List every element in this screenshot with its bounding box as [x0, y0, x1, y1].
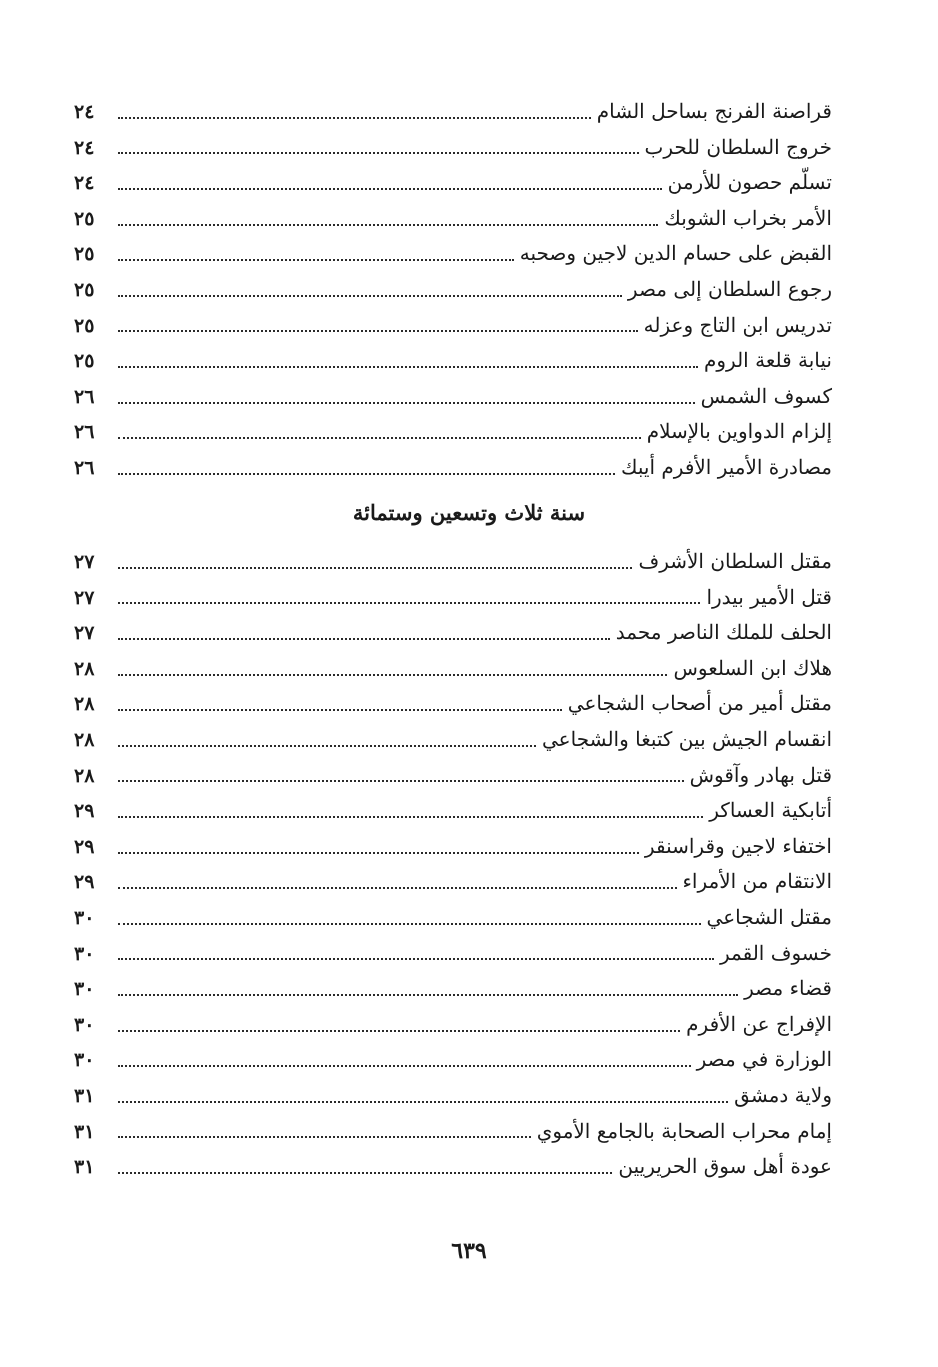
toc-entry-title: قضاء مصر — [744, 976, 832, 1001]
toc-entry-title: إلزام الدواوين بالإسلام — [646, 419, 832, 444]
toc-entry-title: كسوف الشمس — [700, 383, 832, 408]
toc-entry — [74, 793, 832, 829]
dot-leader — [118, 674, 667, 676]
toc-entry-page: ٢٩ — [74, 871, 95, 894]
toc-entry-title: القبض على حسام الدين لاجين وصحبه — [519, 241, 832, 266]
toc-entry-title: مصادرة الأمير الأفرم أيبك — [621, 454, 832, 479]
toc-entry-title: الوزارة في مصر — [696, 1047, 832, 1072]
toc-entry — [74, 201, 832, 237]
toc-entry — [74, 971, 832, 1007]
toc-entry-title: اختفاء لاجين وقراسنقر — [644, 833, 832, 858]
toc-entry-page: ٢٤ — [74, 101, 95, 123]
toc-entry-title: هلاك ابن السلعوس — [673, 655, 832, 680]
toc-entry-page: ٢٨ — [74, 657, 95, 680]
toc-entry — [74, 165, 832, 201]
toc-entry — [74, 900, 832, 936]
toc-entry-page: ٢٥ — [74, 350, 95, 373]
toc-entry-title: خسوف القمر — [720, 940, 832, 965]
toc-entry — [74, 722, 832, 758]
dot-leader — [118, 816, 703, 818]
toc-entry-title: الإفراج عن الأفرم — [686, 1011, 832, 1036]
dot-leader — [118, 1136, 531, 1138]
toc-entry-title: قراصنة الفرنج بساحل الشام — [596, 99, 832, 123]
toc-list-part-1 — [74, 94, 832, 486]
toc-entry-page: ٣٠ — [74, 942, 95, 965]
toc-entry — [74, 580, 832, 616]
toc-entry-page: ٢٥ — [74, 243, 95, 266]
toc-entry — [74, 343, 832, 379]
toc-entry-page: ٣٠ — [74, 906, 95, 929]
dot-leader — [118, 852, 639, 854]
toc-entry — [74, 651, 832, 687]
toc-entry — [74, 450, 832, 486]
dot-leader — [118, 437, 641, 439]
toc-entry — [74, 130, 832, 166]
dot-leader — [118, 473, 615, 475]
dot-leader — [118, 1172, 612, 1174]
section-heading: سنة ثلاث وتسعين وستمائة — [352, 500, 586, 525]
dot-leader — [118, 295, 622, 297]
toc-entry — [74, 1042, 832, 1078]
toc-entry-page: ٢٤ — [74, 172, 95, 195]
dot-leader — [118, 330, 638, 332]
toc-entry-page: ٢٩ — [74, 800, 95, 823]
toc-entry-title: انقسام الجيش بين كتبغا والشجاعي — [542, 726, 832, 751]
toc-entry-page: ٣٠ — [74, 1049, 95, 1072]
toc-entry-page: ٣١ — [74, 1120, 95, 1143]
toc-entry — [74, 544, 832, 580]
dot-leader — [118, 188, 662, 190]
toc-entry-page: ٣٠ — [74, 1013, 95, 1036]
toc-entry-title: قتل الأمير بيدرا — [706, 584, 832, 609]
toc-entry-page: ٢٦ — [74, 385, 95, 408]
toc-entry-page: ٢٧ — [74, 586, 95, 609]
dot-leader — [118, 1065, 691, 1067]
toc-entry-page: ٢٦ — [74, 456, 95, 479]
toc-entry-title: أتابكية العساكر — [709, 798, 832, 823]
toc-entry-title: الانتقام من الأمراء — [682, 869, 832, 894]
dot-leader — [118, 1030, 680, 1032]
toc-entry — [74, 414, 832, 450]
dot-leader — [118, 887, 677, 889]
toc-entry-page: ٣١ — [74, 1084, 95, 1107]
dot-leader — [118, 994, 738, 996]
toc-entry-page: ٣١ — [74, 1156, 95, 1179]
toc-entry-page: ٢٥ — [74, 314, 95, 337]
toc-entry-page: ٢٥ — [74, 207, 95, 230]
dot-leader — [118, 366, 698, 368]
toc-entry-page: ٢٨ — [74, 764, 95, 787]
toc-entry-title: رجوع السلطان إلى مصر — [627, 276, 832, 301]
toc-list-part-2 — [74, 544, 832, 1185]
toc-entry — [74, 1078, 832, 1114]
toc-entry — [74, 1007, 832, 1043]
dot-leader — [118, 638, 610, 640]
toc-entry-title: الحلف للملك الناصر محمد — [615, 620, 832, 645]
toc-entry-page: ٢٩ — [74, 835, 95, 858]
toc-entry-page: ٣٠ — [74, 978, 95, 1001]
dot-leader — [118, 152, 639, 154]
toc-entry-title: الأمر بخراب الشوبك — [664, 205, 832, 230]
toc-entry — [74, 379, 832, 415]
dot-leader — [118, 923, 701, 925]
toc-entry-title: تسلّم حصون للأرمن — [667, 170, 832, 195]
dot-leader — [118, 745, 536, 747]
toc-entry-title: إمام محراب الصحابة بالجامع الأموي — [536, 1118, 832, 1143]
toc-entry — [74, 94, 832, 130]
toc-entry — [74, 1149, 832, 1185]
toc-entry-page: ٢٧ — [74, 622, 95, 645]
toc-entry-title: مقتل السلطان الأشرف — [638, 549, 832, 573]
dot-leader — [118, 602, 700, 604]
dot-leader — [118, 1101, 728, 1103]
toc-entry — [74, 236, 832, 272]
toc-entry-title: مقتل الشجاعي — [706, 904, 832, 929]
toc-entry — [74, 308, 832, 344]
toc-entry-title: قتل بهادر وآقوش — [689, 762, 832, 787]
toc-entry — [74, 615, 832, 651]
toc-entry — [74, 758, 832, 794]
dot-leader — [118, 224, 658, 226]
toc-entry-page: ٢٧ — [74, 551, 95, 573]
dot-leader — [118, 709, 562, 711]
toc-entry-title: نيابة قلعة الروم — [704, 348, 832, 373]
toc-entry-title: مقتل أمير من أصحاب الشجاعي — [567, 691, 832, 716]
dot-leader — [118, 780, 684, 782]
dot-leader — [118, 117, 591, 119]
toc-entry-page: ٢٤ — [74, 136, 95, 159]
page-number: ٦٣٩ — [451, 1238, 487, 1264]
toc-entry-title: خروج السلطان للحرب — [644, 134, 832, 159]
toc-entry-title: تدريس ابن التاج وعزله — [643, 312, 832, 337]
toc-entry-title: ولاية دمشق — [734, 1082, 832, 1107]
toc-entry — [74, 686, 832, 722]
toc-entry — [74, 829, 832, 865]
toc-entry-page: ٢٨ — [74, 693, 95, 716]
toc-entry — [74, 272, 832, 308]
toc-entry — [74, 936, 832, 972]
dot-leader — [118, 567, 632, 569]
toc-entry — [74, 1114, 832, 1150]
toc-entry-title: عودة أهل سوق الحريريين — [618, 1154, 832, 1179]
dot-leader — [118, 259, 514, 261]
toc-entry — [74, 864, 832, 900]
dot-leader — [118, 958, 714, 960]
dot-leader — [118, 402, 695, 404]
toc-entry-page: ٢٨ — [74, 728, 95, 751]
toc-entry-page: ٢٥ — [74, 278, 95, 301]
toc-entry-page: ٢٦ — [74, 421, 95, 444]
